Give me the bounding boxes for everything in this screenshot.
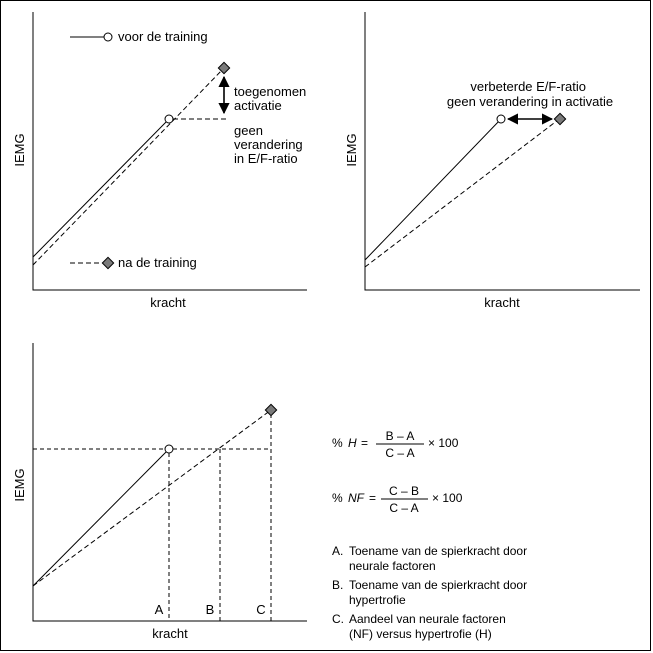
panel3-axes: [33, 343, 307, 621]
formula-h-variable: H: [348, 436, 357, 450]
legend-item-a-text: Toename van de spierkracht door neurale factoren: [349, 544, 528, 573]
panel2-after-point: [554, 113, 565, 124]
formula-nf-multiplier: × 100: [432, 491, 463, 505]
formula-nf-numerator: C – B: [388, 484, 420, 498]
panel2-ylabel: IEMG: [344, 133, 359, 167]
panel2-xlabel: kracht: [484, 295, 520, 310]
formula-h-prefix: %: [332, 436, 343, 450]
panel1-after-line: [33, 68, 224, 265]
panel3-tick-a: A: [154, 602, 164, 617]
legend-after-diamond-marker: [102, 257, 113, 268]
legend-after-label: na de training: [118, 255, 197, 270]
formula-nf-variable: NF: [348, 491, 364, 505]
panel2-annotation: verbeterde E/F-ratio geen verandering in activatie: [446, 79, 614, 109]
legend-list: [332, 544, 530, 641]
panel3-xlabel: kracht: [152, 626, 188, 641]
panel3-after-line: [33, 410, 271, 586]
panel-top-left: [12, 12, 310, 310]
panel1-before-line: [33, 119, 169, 257]
panel3-before-point: [165, 445, 173, 453]
formula-h-multiplier: × 100: [428, 436, 459, 450]
formula-nf-prefix: %: [332, 491, 343, 505]
formula-nf: [332, 484, 463, 515]
legend-item-c-key: C.: [332, 612, 344, 626]
panel2-axes: [365, 12, 640, 290]
panel1-xlabel: kracht: [150, 295, 186, 310]
panel3-tick-c: C: [256, 602, 266, 617]
panel2-before-point: [497, 115, 505, 123]
legend-item-a-key: A.: [332, 544, 344, 558]
formula-h: [332, 429, 459, 460]
panel-bottom: [12, 343, 307, 641]
panel1-annotation-activation: toegenomen activatie: [234, 84, 307, 113]
panel3-after-point: [265, 404, 276, 415]
formula-h-equals: =: [361, 436, 369, 450]
legend-before-circle-marker: [104, 33, 112, 41]
legend-item-c-text: Aandeel van neurale factoren (NF) versus hypertrofie (H): [349, 612, 506, 641]
formula-h-denominator: C – A: [385, 446, 415, 460]
panel1-before-point: [165, 115, 173, 123]
panel1-ylabel: IEMG: [12, 133, 27, 167]
panel3-before-line: [33, 449, 169, 586]
formula-h-numerator: B – A: [385, 429, 415, 443]
panel-top-right: [344, 12, 640, 310]
legend-item-b-text: Toename van de spierkracht door hypertrofie: [349, 578, 528, 607]
panel2-after-line: [365, 120, 558, 267]
formula-nf-equals: =: [369, 491, 377, 505]
panel3-ylabel: IEMG: [12, 468, 27, 502]
legend-before-label: voor de training: [118, 29, 208, 44]
panel1-annotation-ratio: geen verandering in E/F-ratio: [234, 123, 303, 166]
legend-item-b-key: B.: [332, 578, 344, 592]
formula-nf-denominator: C – A: [389, 501, 419, 515]
panel2-before-line: [365, 119, 501, 260]
panel3-tick-b: B: [205, 602, 215, 617]
